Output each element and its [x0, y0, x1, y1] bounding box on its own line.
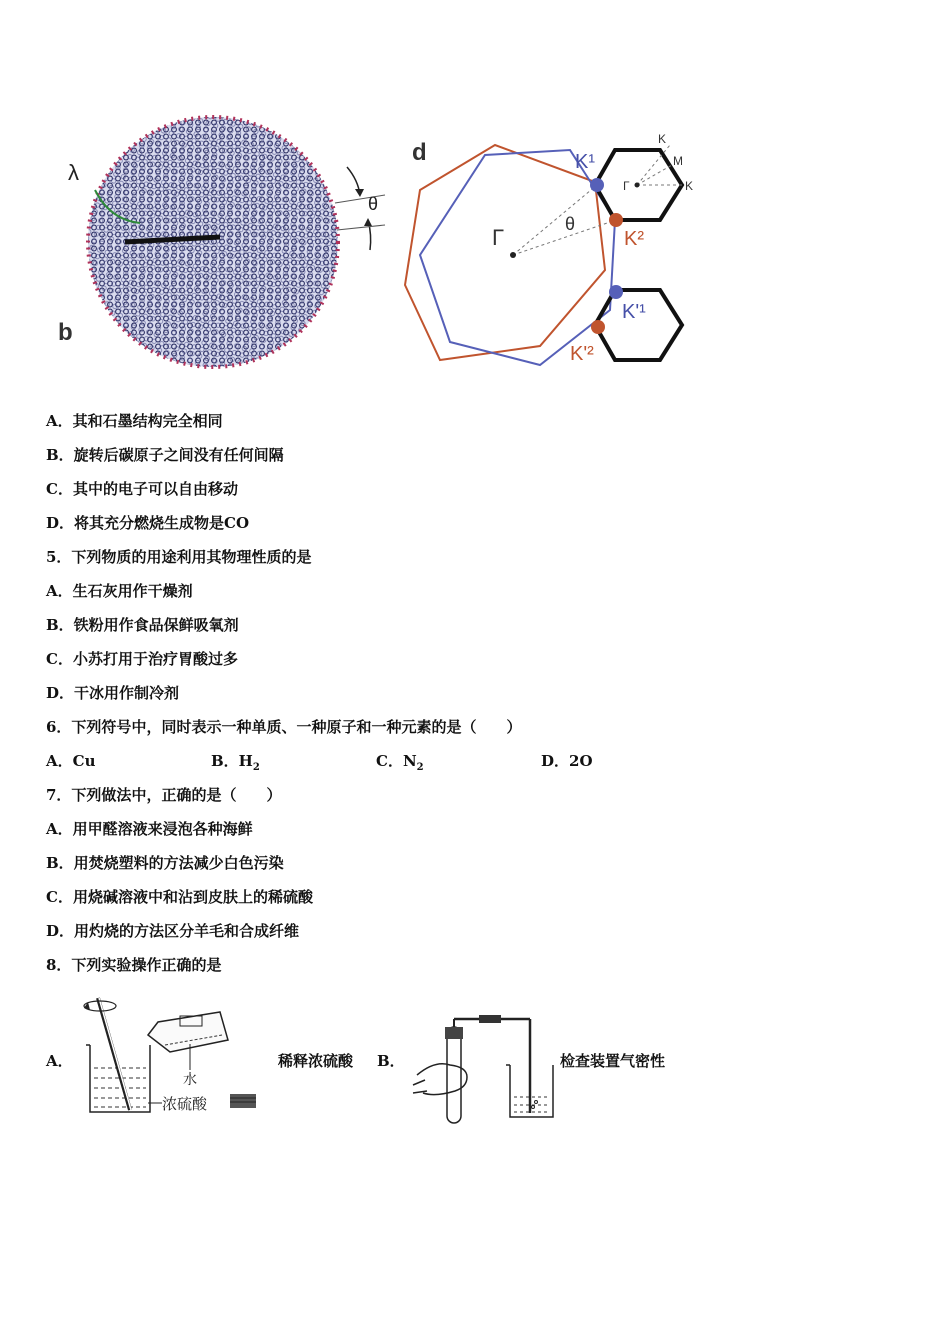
q7-stem: 7．下列做法中，正确的是（ ） — [46, 786, 282, 804]
q7-option-b: B．用焚烧塑料的方法减少白色污染 — [46, 854, 284, 872]
lambda-label: λ — [68, 160, 79, 185]
q8-stem: 8．下列实验操作正确的是 — [46, 956, 222, 974]
water-label: 水 — [183, 1071, 197, 1087]
q6-option-c: C．$N_2$ — [376, 752, 424, 773]
q7-option-c: C．用烧碱溶液中和沾到皮肤上的稀硫酸 — [46, 888, 313, 906]
gs-label: Γ — [623, 179, 630, 193]
q5-option-b: B．铁粉用作食品保鲜吸氧剂 — [46, 616, 239, 634]
q4-option-d: D．将其充分燃烧生成物是CO — [46, 514, 250, 532]
theta-label-left: θ — [368, 194, 379, 214]
airtightness-figure — [405, 1005, 560, 1125]
panel-label-b: b — [58, 319, 73, 346]
q4-option-c: C．其中的电子可以自由移动 — [46, 480, 238, 498]
ms-label: M — [673, 154, 683, 168]
q8-option-b-label: B． — [377, 1052, 405, 1070]
graphene-disc-figure — [50, 105, 390, 375]
q7-option-a: A．用甲醛溶液来浸泡各种海鲜 — [46, 820, 253, 838]
theta-label-right: θ — [565, 214, 576, 234]
k2-label: K² — [624, 228, 644, 250]
q8-option-b-caption: 检查装置气密性 — [560, 1052, 666, 1070]
q7-option-d: D．用灼烧的方法区分羊毛和合成纤维 — [46, 922, 300, 940]
kp2-label: K'² — [570, 343, 594, 365]
gamma-label: Γ — [492, 225, 505, 250]
brillouin-zone-figure — [400, 110, 710, 375]
q6-option-a: A．Cu — [46, 752, 96, 770]
q5-stem: 5．下列物质的用途利用其物理性质的是 — [46, 548, 312, 566]
acid-label: 浓硫酸 — [162, 1096, 208, 1113]
dilute-acid-figure — [70, 990, 270, 1120]
q8-option-a-caption: 稀释浓硫酸 — [278, 1052, 354, 1070]
q4-option-a: A．其和石墨结构完全相同 — [46, 412, 223, 430]
q6-option-d: D．2O — [541, 752, 593, 770]
q5-option-d: D．干冰用作制冷剂 — [46, 684, 180, 702]
q4-option-b: B．旋转后碳原子之间没有任何间隔 — [46, 446, 284, 464]
q5-option-a: A．生石灰用作干燥剂 — [46, 582, 193, 600]
q6-option-b: B．$H_2$ — [211, 752, 260, 773]
q5-option-c: C．小苏打用于治疗胃酸过多 — [46, 650, 238, 668]
k1-label: K¹ — [575, 151, 595, 173]
q8-option-a-label: A． — [46, 1052, 73, 1070]
ks-prime-label: K — [658, 132, 667, 146]
kp1-label: K'¹ — [622, 301, 646, 323]
ks-label: K — [685, 179, 694, 193]
panel-label-d: d — [412, 139, 427, 166]
q6-stem: 6．下列符号中，同时表示一种单质、一种原子和一种元素的是（ ） — [46, 718, 522, 736]
